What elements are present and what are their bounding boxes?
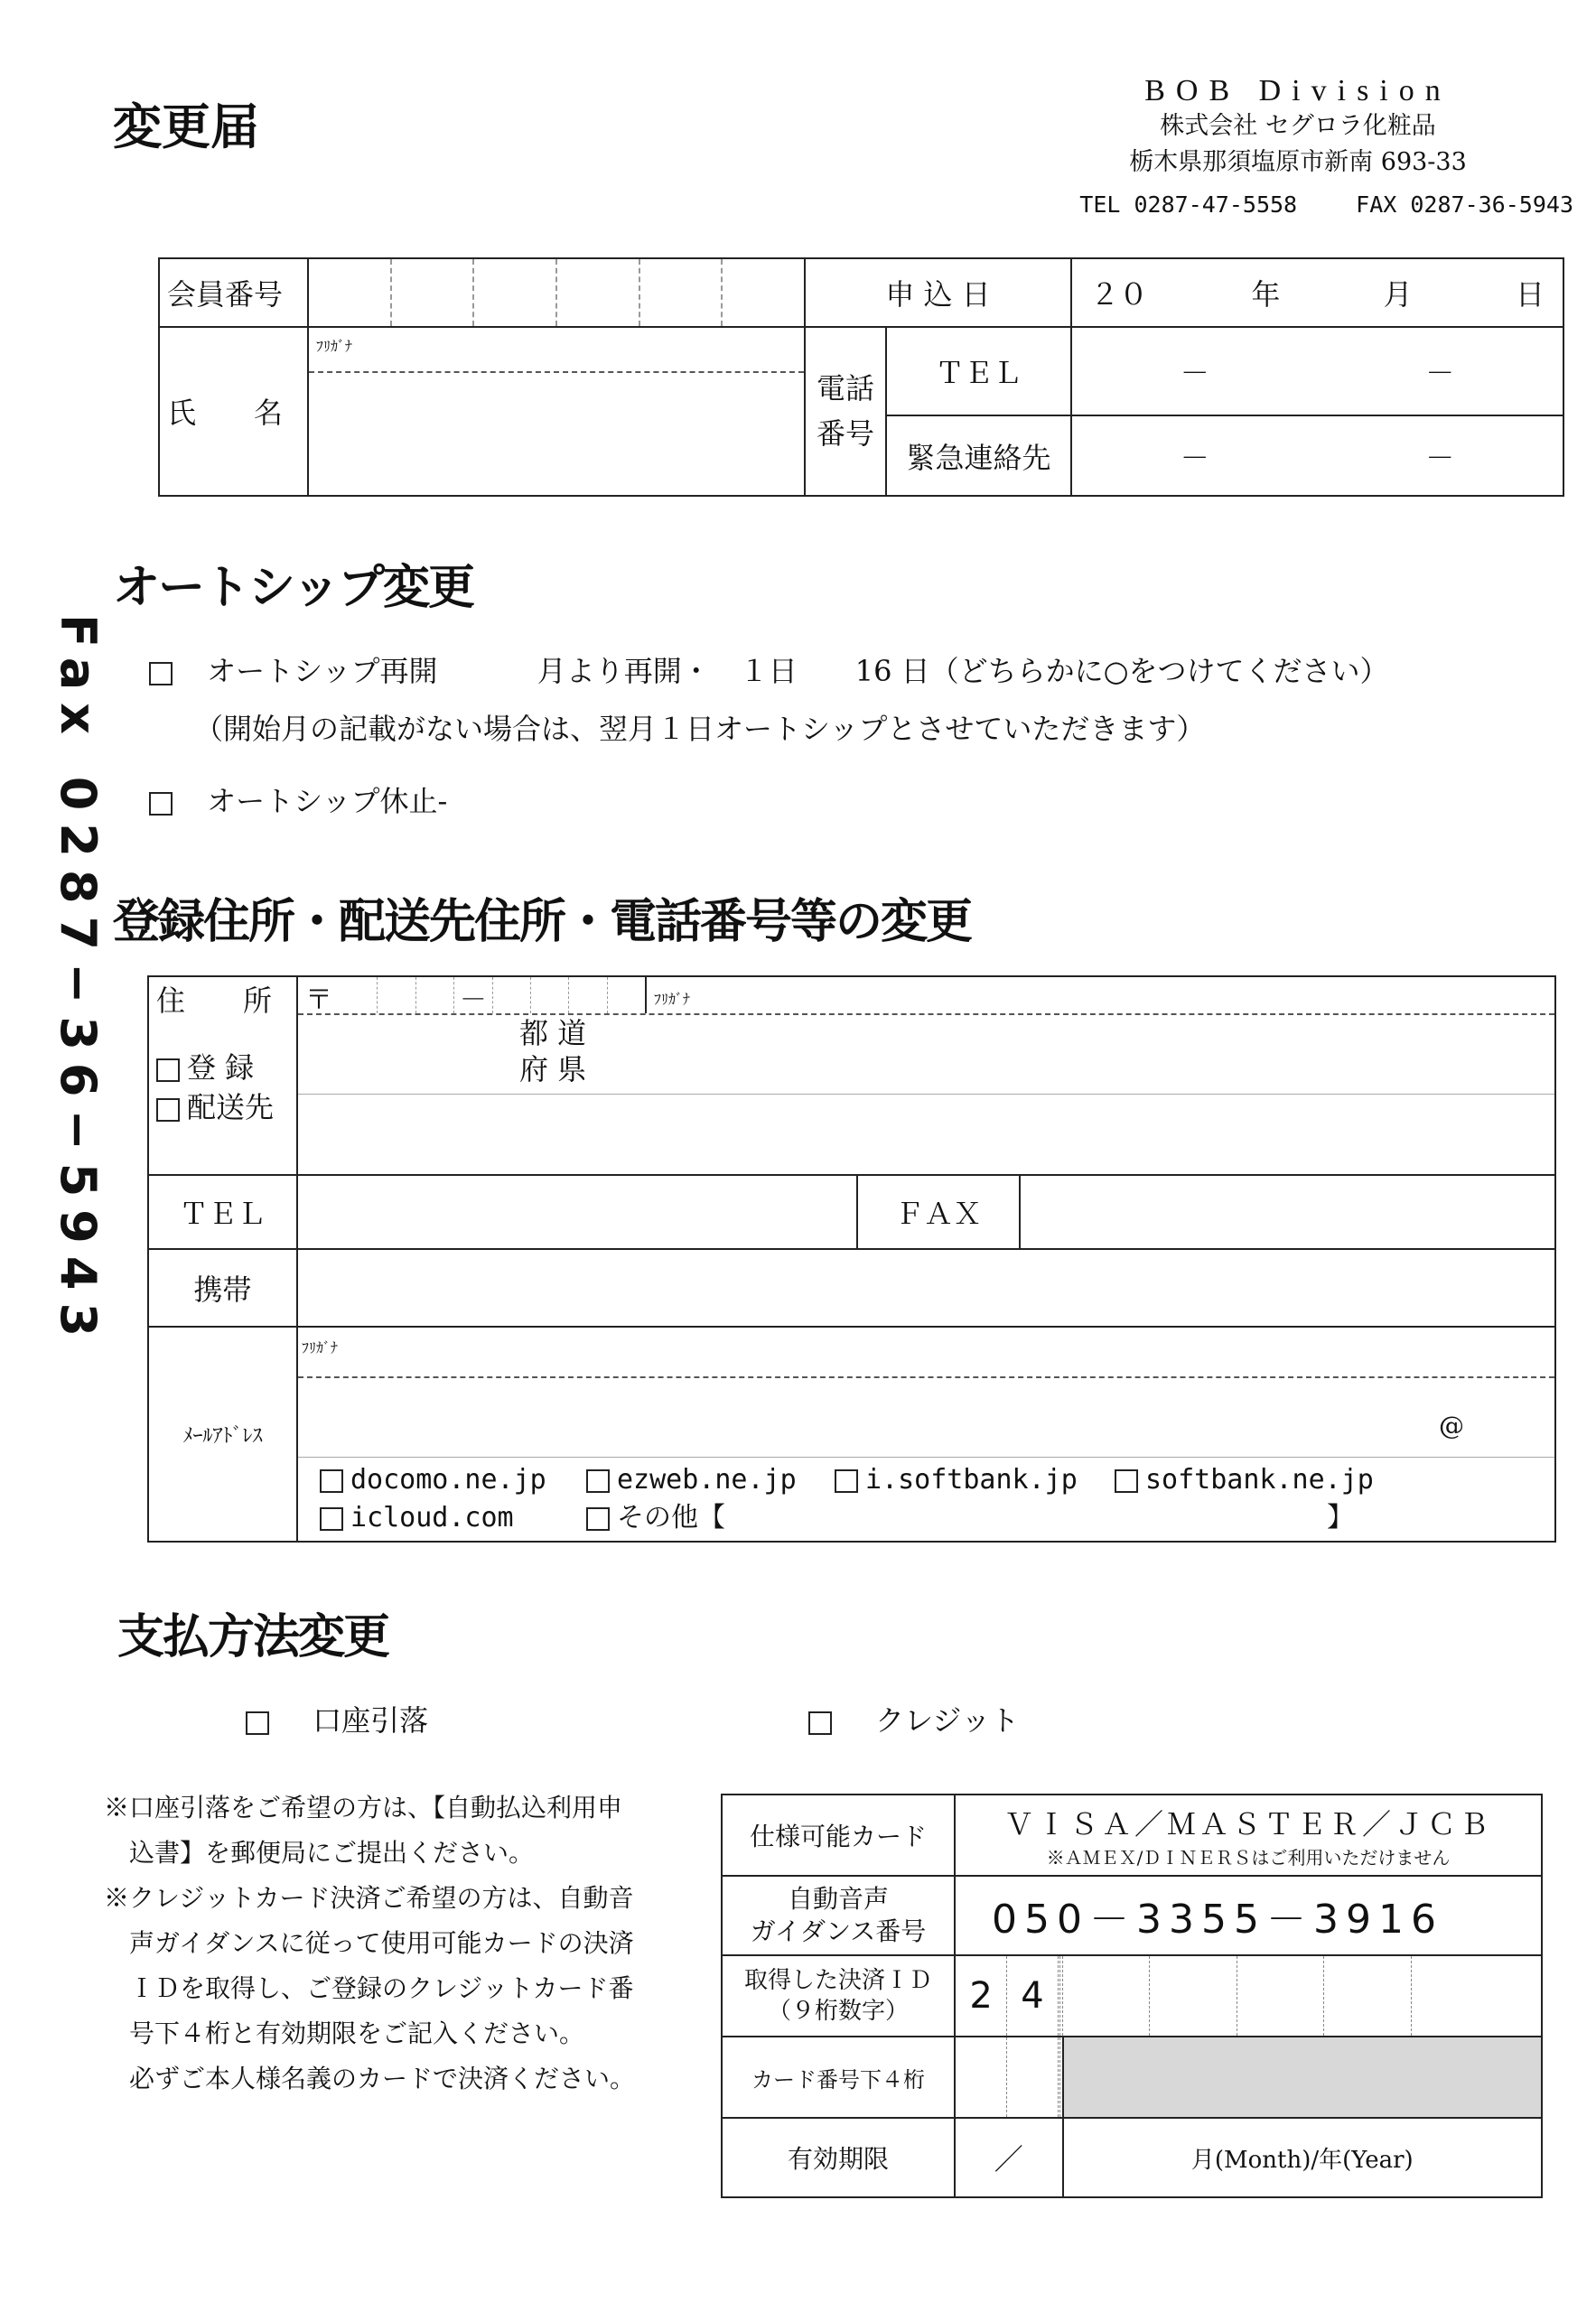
expiry-unit: 月(Month)/年(Year)	[1063, 2118, 1542, 2197]
card-last4-label: カード番号下４桁	[722, 2037, 955, 2118]
credit-label: クレジット	[875, 1703, 1020, 1738]
page-title: 変更届	[113, 98, 259, 155]
cards-list: ＶＩＳＡ／ＭＡＳＴＥＲ／ＪＣＢ	[1003, 1806, 1492, 1841]
emergency-field[interactable]	[1071, 415, 1563, 496]
payment-bank-row	[246, 1698, 428, 1739]
payment-heading: 支払方法変更	[117, 1610, 389, 1664]
tel-field[interactable]	[1071, 327, 1563, 416]
domain-ezweb[interactable]: ezweb.ne.jp	[617, 1464, 797, 1496]
member-info-table	[158, 257, 1564, 497]
expiry-field[interactable]	[955, 2118, 1063, 2197]
tel-label: ＴＥＬ	[886, 327, 1071, 416]
apply-date-label: 申 込 日	[805, 258, 1071, 327]
cards-label: 仕様可能カード	[722, 1795, 955, 1876]
autoship-pause-row	[149, 778, 447, 820]
mail-label: ﾒｰﾙｱﾄﾞﾚｽ	[148, 1327, 297, 1542]
guidance-number: 050－3355－3916	[955, 1876, 1542, 1955]
address-label-cell	[148, 976, 297, 1175]
domain-other[interactable]: その他【	[617, 1502, 725, 1534]
emergency-dash-2: －	[1425, 440, 1455, 475]
delivery-label: 配送先	[187, 1090, 275, 1124]
id-digit[interactable]	[1237, 1955, 1323, 2037]
bank-checkbox[interactable]	[246, 1711, 269, 1735]
date-prefix: ２０	[1090, 276, 1149, 312]
prefecture-label-1: 都 道	[519, 1016, 587, 1050]
id-digit[interactable]	[1324, 1955, 1411, 2037]
cards-cell	[955, 1795, 1542, 1876]
guidance-label-1: 自動音声	[787, 1884, 889, 1914]
address-furigana: ﾌﾘｶﾞﾅ	[654, 991, 691, 1008]
note-line: ※口座引落をご希望の方は、【自動払込利用申	[104, 1793, 623, 1823]
credit-card-table	[721, 1794, 1543, 2198]
note-line: 声ガイダンスに従って使用可能カードの決済	[104, 1928, 634, 1958]
id-label-cell	[722, 1955, 955, 2037]
register-label: 登 録	[187, 1050, 255, 1085]
mobile-label: 携帯	[148, 1249, 297, 1327]
guidance-label-cell	[722, 1876, 955, 1955]
tel-dash-1: －	[1180, 355, 1209, 390]
date-month: 月	[1383, 276, 1413, 312]
card-digit[interactable]	[955, 2037, 1007, 2118]
note-line: ＩＤを取得し、ご登録のクレジットカード番	[104, 1973, 634, 2003]
company-contact	[1034, 191, 1573, 218]
card-shaded	[1063, 2037, 1542, 2118]
id-label-2: （９桁数字）	[767, 1998, 909, 2025]
payment-notes	[104, 1785, 635, 2102]
address-change-table	[147, 975, 1556, 1543]
address-label: 住 所	[156, 984, 273, 1018]
id-digit[interactable]	[1150, 1955, 1237, 2037]
mail-field[interactable]	[297, 1327, 1555, 1542]
tel-field[interactable]	[297, 1175, 857, 1249]
prefecture-label-2: 府 県	[519, 1052, 587, 1086]
id-digit[interactable]: 4	[1007, 1955, 1059, 2037]
id-digit[interactable]	[1411, 1955, 1542, 2037]
note-line: ※クレジットカード決済ご希望の方は、自動音	[104, 1883, 634, 1913]
apply-date-field[interactable]	[1071, 258, 1563, 327]
register-checkbox[interactable]	[156, 1058, 180, 1082]
address-field[interactable]	[297, 976, 1555, 1175]
autoship-pause-label: オートシップ休止-	[207, 784, 448, 818]
company-tel: TEL 0287-47-5558	[1079, 191, 1298, 218]
postal-mark: 〒	[305, 984, 332, 1016]
fax-label: ＦＡＸ	[857, 1175, 1020, 1249]
emergency-label: 緊急連絡先	[886, 415, 1071, 496]
expiry-slash: ／	[994, 2142, 1023, 2177]
id-digit[interactable]	[1063, 1955, 1150, 2037]
company-address: 栃木県那須塩原市新南 693-33	[1129, 148, 1467, 176]
name-furigana: ﾌﾘｶﾞﾅ	[309, 328, 804, 373]
autoship-resume-label: オートシップ再開	[207, 654, 438, 688]
note-line: 必ずご本人様名義のカードで決済ください。	[104, 2064, 636, 2093]
domain-icloud[interactable]: icloud.com	[350, 1502, 514, 1534]
emergency-dash-1: －	[1180, 440, 1209, 475]
domain-isoftbank[interactable]: i.softbank.jp	[865, 1464, 1078, 1496]
autoship-resume-detail: 月より再開・ １日 16 日（どちらかに○をつけてください）	[537, 654, 1389, 688]
phone-label: 電話 番号	[805, 327, 886, 496]
bank-label: 口座引落	[313, 1703, 429, 1738]
bracket-close: 】	[1327, 1502, 1354, 1534]
postal-dash: －	[459, 984, 487, 1016]
company-block	[1027, 74, 1569, 181]
member-number-field[interactable]	[308, 258, 805, 327]
date-year: 年	[1251, 276, 1281, 312]
company-name: 株式会社 セグロラ化粧品	[1160, 112, 1436, 140]
payment-credit-row	[808, 1698, 1019, 1739]
name-field[interactable]	[308, 327, 805, 496]
autoship-resume-checkbox[interactable]	[149, 662, 173, 685]
name-label: 氏 名	[159, 327, 308, 496]
at-mark: @	[298, 1378, 1554, 1458]
autoship-resume-row	[149, 648, 1389, 690]
expiry-label: 有効期限	[722, 2118, 955, 2197]
fax-field[interactable]	[1020, 1175, 1555, 1249]
credit-checkbox[interactable]	[808, 1711, 832, 1735]
note-line: 込書】を郵便局にご提出ください。	[104, 1838, 535, 1868]
company-fax: FAX 0287-36-5943	[1356, 191, 1573, 218]
autoship-heading: オートシップ変更	[113, 561, 473, 615]
tel-label: ＴＥＬ	[148, 1175, 297, 1249]
member-number-label: 会員番号	[159, 258, 308, 327]
guidance-label-2: ガイダンス番号	[750, 1916, 927, 1946]
tel-dash-2: －	[1425, 355, 1455, 390]
note-line: 号下４桁と有効期限をご記入ください。	[104, 2018, 585, 2048]
address-change-heading: 登録住所・配送先住所・電話番号等の変更	[113, 895, 972, 949]
fax-number-vertical: Fax 0287−36−5943	[50, 614, 107, 1350]
domain-docomo[interactable]: docomo.ne.jp	[350, 1464, 546, 1496]
date-day: 日	[1515, 276, 1545, 312]
card-digit[interactable]	[1007, 2037, 1059, 2118]
mobile-field[interactable]	[297, 1249, 1555, 1327]
id-label-1: 取得した決済ＩＤ	[743, 1967, 932, 1994]
autoship-note: （開始月の記載がない場合は、翌月１日オートシップとさせていただきます）	[194, 712, 1206, 746]
cards-note: ※ＡＭＥＸ/ＤＩＮＥＲＳはご利用いただけません	[1046, 1846, 1451, 1869]
delivery-checkbox[interactable]	[156, 1098, 180, 1122]
domain-softbank[interactable]: softbank.ne.jp	[1145, 1464, 1374, 1496]
division-name: BOB Division	[1144, 74, 1451, 107]
id-digit[interactable]: 2	[955, 1955, 1007, 2037]
mail-furigana: ﾌﾘｶﾞﾅ	[298, 1328, 1554, 1378]
autoship-pause-checkbox[interactable]	[149, 792, 173, 816]
